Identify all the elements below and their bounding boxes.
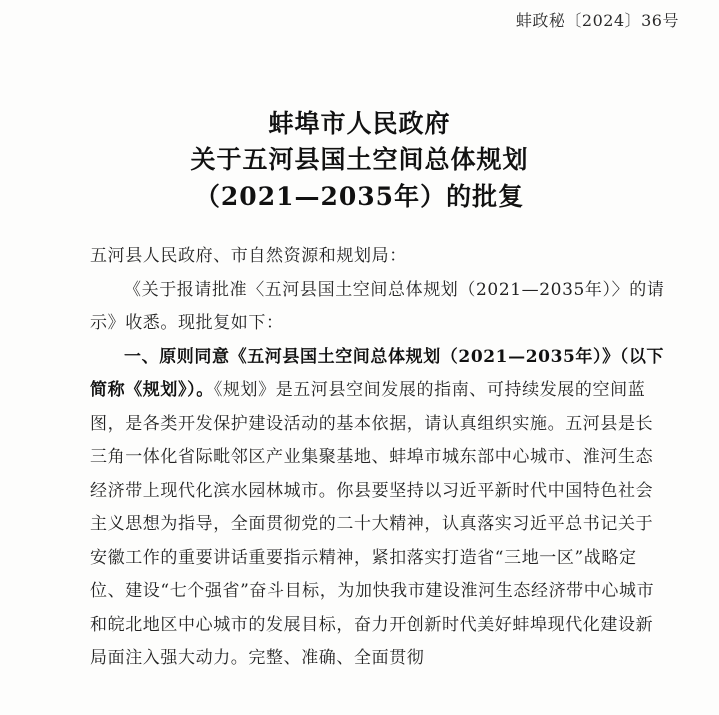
paragraph-2-text: 《规划》是五河县空间发展的指南、可持续发展的空间蓝图，是各类开发保护建设活动的基本依据，请认真组织实施。五河县是长三角一体化省际毗邻区产业集聚基地、蚌埠市城东部中心城市、淮河生态经济带上现代化滨水园林城市。你县要坚持以习近平新时代中国特色社会主义思想为指导，全面贯彻党的二十大精神，认真落实习近平总书记关于安徽工作的重要讲话重要指示精神，紧扣落实打造省“三地一区”战略定位、建设“七个强省”奋斗目标，为加快我市建设淮河生态经济带中心城市和皖北地区中心城市的发展目标，奋力开创新时代美好蚌埠现代化建设新局面注入强大动力。完整、准确、全面贯彻 [90,380,655,668]
title-line-1: 蚌埠市人民政府 [268,109,451,138]
paragraph-2 [90,341,670,676]
paragraph-1: 《关于报请批准〈五河县国土空间总体规划（2021—2035年）〉的请示》收悉。现批复如下： [90,279,665,333]
title-line-2: 关于五河县国土空间总体规划 [190,145,529,174]
document-body [90,240,670,676]
addressee: 五河县人民政府、市自然资源和规划局： [90,246,407,266]
title-line-3: （2021—2035年）的批复 [194,182,525,211]
document-number: 蚌政秘〔2024〕36号 [515,11,679,30]
paragraph-2-heading: 一、原则同意《五河县国土空间总体规划（2021—2035年）》（以下简称《规划》）。 [90,346,665,400]
